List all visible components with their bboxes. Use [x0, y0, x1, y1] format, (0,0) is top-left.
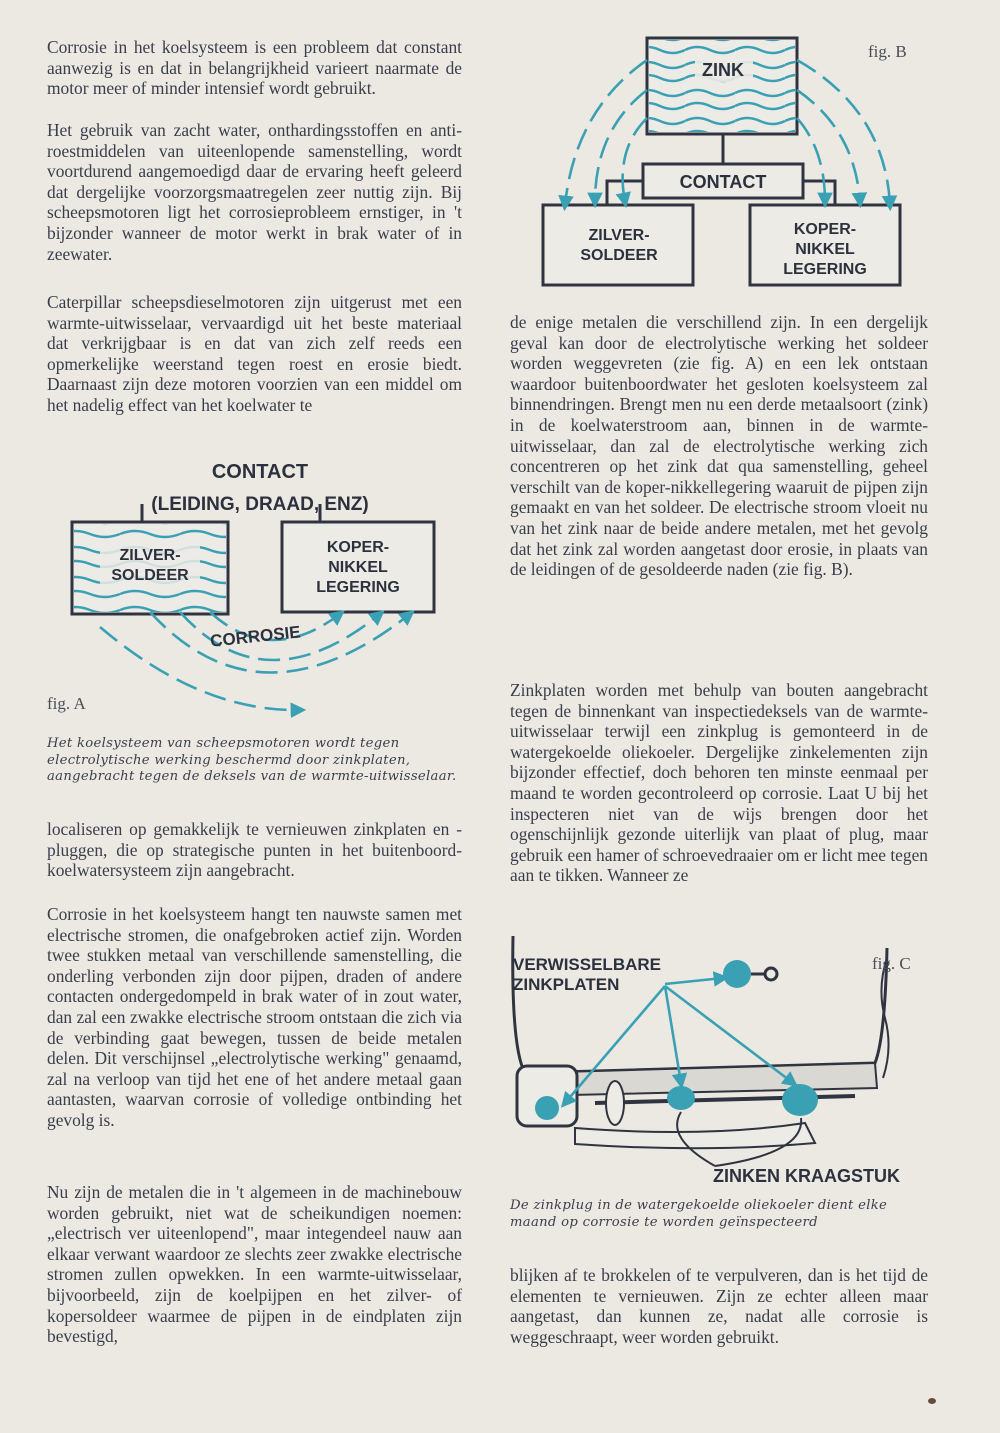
- fig-a-contact-sub-text: (LEIDING, DRAAD, ENZ): [151, 494, 369, 515]
- fig-c-keel: [575, 1123, 815, 1148]
- fig-b-contact-text: CONTACT: [679, 172, 767, 192]
- fig-c-label: fig. C: [872, 954, 911, 973]
- right-paragraph-2: Zinkplaten worden met behulp van bouten aangebracht tegen de binnenkant van inspectiedeksels van de warmte-uitwisselaar terwijl een zinkplug is gemonteerd in de watergekoelde oliekoeler. Dergelijke zinkelementen zijn bijzonder effectief, doch behoren ten minste eenmaal per maand te worden gecontroleerd op corrosie. Laat U bij het inspecteren niet van de wijs brengen door het ogenschijnlijk gezonde uiterlijk van plaat of plug, maar gebruik een hamer of schroevedraaier om er licht mee tegen aan te tikken. Wanneer ze: [510, 680, 928, 886]
- left-paragraph-1: Corrosie in het koelsysteem is een probleem dat constant aanwezig is en dat in belangrijkheid varieert naarmate de motor meer of minder intensief wordt gebruikt.: [47, 37, 462, 99]
- fig-c-plug-ring: [765, 968, 777, 980]
- fig-b-label: fig. B: [868, 42, 907, 61]
- fig-c-title-line1: VERWISSELBARE: [513, 955, 661, 974]
- fig-b-box-left-line1: ZILVER-: [588, 227, 650, 244]
- left-paragraph-2: Het gebruik van zacht water, onthardingsstoffen en anti-roestmiddelen van uiteenlopende samenstelling, wordt voortdurend aangemoedigd daar de ervaring heeft geleerd dat dergelijke voorzorgsmaatregelen zeer nuttig zijn. Bij scheepsmotoren ligt het corrosieprobleem ernstiger, in 't bijzonder wanneer de motor werkt in brak water of in zeewater.: [47, 120, 462, 264]
- left-paragraph-3: Caterpillar scheepsdieselmotoren zijn uitgerust met een warmte-uitwisselaar, vervaardigd uit het beste materiaal dat verkrijgbaar is en dat van zich zelf reeds een opmerkelijke weerstand tegen roest en erosie biedt. Daarnaast zijn deze motoren voorzien van een middel om het nadelig effect van het koelwater te: [47, 292, 462, 415]
- figure-b-diagram: [535, 30, 905, 300]
- fig-a-caption: Het koelsysteem van scheepsmotoren wordt tegen electrolytische werking beschermd door zinkplaten, aangebracht tegen de deksels van de warmte-uitwisselaar.: [47, 736, 457, 784]
- fig-c-zinc-collar-2: [782, 1084, 818, 1116]
- fig-c-bottom-label: ZINKEN KRAAGSTUK: [713, 1166, 900, 1186]
- fig-b-box-left-line2: SOLDEER: [580, 247, 658, 264]
- fig-c-zinc-plug-1: [535, 1096, 559, 1120]
- fig-a-label: fig. A: [47, 694, 86, 713]
- fig-b-box-right-line1: KOPER-: [793, 221, 857, 238]
- fig-c-title-line2: ZINKPLATEN: [513, 975, 620, 994]
- fig-c-zinc-plug-top: [723, 960, 751, 988]
- fig-b-box-right-line3: LEGERING: [783, 261, 867, 278]
- ink-mark: [928, 1398, 936, 1404]
- fig-c-caption: De zinkplug in de watergekoelde oliekoeler dient elke maand op corrosie te worden geïnspecteerd: [510, 1198, 888, 1230]
- fig-a-corrosie-text: CORROSIE: [209, 622, 302, 651]
- fig-b-box-right-line2: NIKKEL: [795, 241, 855, 258]
- fig-a-box-right-line1: KOPER-: [326, 539, 390, 556]
- fig-a-box-left-line1: ZILVER-: [119, 547, 181, 564]
- fig-a-contact-text: CONTACT: [211, 461, 309, 483]
- left-paragraph-5: Corrosie in het koelsysteem hangt ten nauwste samen met electrische stromen, die onafgebroken actief zijn. Worden twee stukken metaal van verschillende samenstelling, die onderling verbonden zijn door pijpen, draden of andere contacten ondergedompeld in brak water of in zout water, dan zal een zwakke electrische stroom ontstaan die zich via de verbinding gaat bewegen, tussen de beide metalen delen. Dit verschijnsel „electrolytische werking" genaamd, zal na verloop van tijd het ene of het andere metaal gaan aantasten, waarvan corrosie of volledige ontbinding het gevolg is.: [47, 904, 462, 1130]
- fig-c-zinc-collar-1: [667, 1086, 695, 1110]
- fig-b-zink-text: ZINK: [702, 60, 744, 80]
- fig-b-arrow-left-2: [595, 90, 647, 202]
- left-paragraph-4: localiseren op gemakkelijk te vernieuwen zinkplaten en -pluggen, die op strategische punten in het buitenboord-koelwatersysteem zijn aangebracht.: [47, 819, 462, 881]
- figure-a-diagram: [60, 452, 460, 732]
- fig-b-wood-texture: [649, 40, 795, 132]
- fig-a-box-right-line2: NIKKEL: [328, 559, 388, 576]
- fig-b-arrow-right-2: [797, 90, 860, 202]
- fig-b-box-zilversoldeer: [543, 205, 693, 285]
- fig-a-box-right-line3: LEGERING: [316, 579, 400, 596]
- fig-c-propeller: [606, 1081, 624, 1125]
- fig-b-arrow-right-1: [797, 60, 890, 205]
- fig-a-box-left-line2: SOLDEER: [111, 567, 189, 584]
- fig-c-arrow-top: [665, 978, 723, 984]
- right-paragraph-3: blijken af te brokkelen of te verpulveren, dan is het tijd de elementen te vernieuwen. Zijn ze echter alleen maar aangetast, dan kunnen ze, nadat alle corrosie is weggeschraapt, weer worden gebruikt.: [510, 1265, 928, 1347]
- left-paragraph-6: Nu zijn de metalen die in 't algemeen in de machinebouw worden gebruikt, niet wat de scheikundigen noemen: „electrisch ver uiteenlopend", maar integendeel nauw aan elkaar verwant waardoor ze slechts zeer zwakke electrische stromen zullen opwekken. In een warmte-uitwisselaar, bijvoorbeeld, zijn de koelpijpen en het zilver- of kopersoldeer waarmee de pijpen in de eindplaten zijn bevestigd,: [47, 1182, 462, 1347]
- right-paragraph-1: de enige metalen die verschillend zijn. In een dergelijk geval kan door de electrolytische werking het soldeer worden weggevreten (zie fig. A) en een lek ontstaan waardoor buitenboordwater het gesloten koelsysteem zal binnendringen. Brengt men nu een derde metaalsoort (zink) in de koelwaterstroom aan, binnen in de warmte-uitwisselaar, dan zal de electrolytische werking zich concentreren op het zink dat qua samenstelling, geheel verschilt van de koper-nikkellegering waaruit de pijpen zijn gemaakt en van het soldeer. De electrische stroom vloeit nu van het zink naar de beide andere metalen, met het gevolg dat het zink zal worden aangetast door erosie, in plaats van de leidingen of de gesoldeerde naden (zie fig. B).: [510, 312, 928, 580]
